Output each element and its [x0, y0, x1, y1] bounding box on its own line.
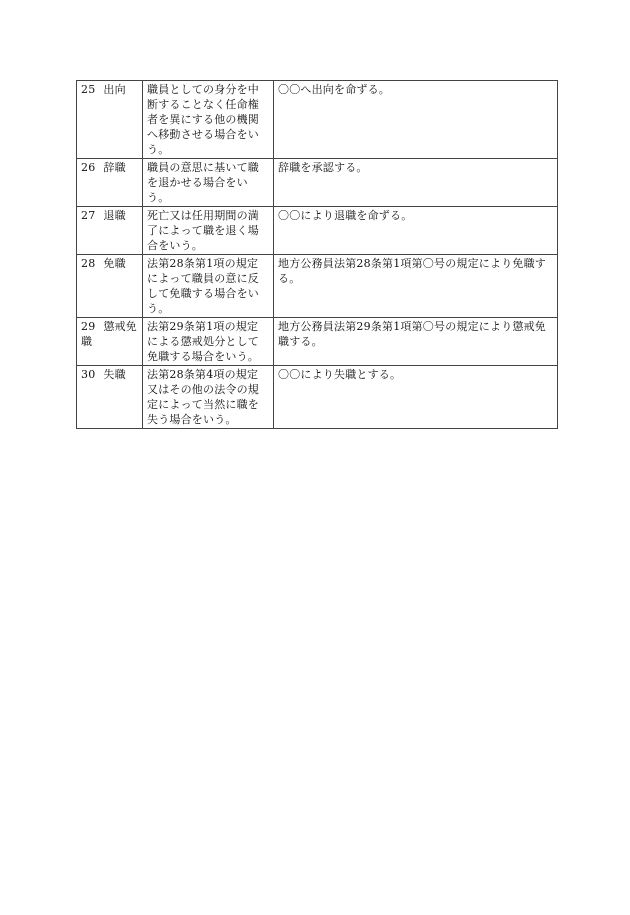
item-name: 退職 — [103, 209, 126, 222]
notice-cell — [274, 318, 558, 366]
notice-text: 〇〇により退職を命ずる。 — [278, 209, 413, 222]
notice-cell — [274, 81, 558, 159]
item-number: 30 — [81, 368, 96, 381]
item-name: 免職 — [103, 257, 126, 270]
item-number: 27 — [81, 209, 96, 222]
definition-text: 職員の意思に基いて職を退かせる場合をいう。 — [147, 161, 259, 204]
table-row — [77, 366, 558, 429]
personnel-action-table — [76, 80, 558, 429]
notice-cell — [274, 207, 558, 255]
item-cell — [77, 255, 143, 318]
definition-cell — [143, 366, 274, 429]
definition-cell — [143, 255, 274, 318]
definition-text: 法第28条第1項の規定によって職員の意に反して免職する場合をいう。 — [147, 257, 259, 315]
definition-text: 死亡又は任用期間の満了によって職を退く場合をいう。 — [147, 209, 259, 252]
notice-text: 〇〇により失職とする。 — [278, 368, 402, 381]
definition-text: 法第29条第1項の規定による懲戒処分として免職する場合をいう。 — [147, 320, 259, 363]
definition-text: 法第28条第4項の規定又はその他の法令の規定によって当然に職を失う場合をいう。 — [147, 368, 259, 426]
table-row — [77, 318, 558, 366]
notice-cell — [274, 366, 558, 429]
notice-cell — [274, 159, 558, 207]
table-row — [77, 255, 558, 318]
notice-text: 地方公務員法第28条第1項第〇号の規定により免職する。 — [278, 257, 546, 285]
notice-cell — [274, 255, 558, 318]
item-cell — [77, 366, 143, 429]
item-number: 26 — [81, 161, 96, 174]
definition-cell — [143, 207, 274, 255]
item-cell — [77, 159, 143, 207]
definition-cell — [143, 318, 274, 366]
notice-text: 地方公務員法第29条第1項第〇号の規定により懲戒免職する。 — [278, 320, 546, 348]
item-number: 25 — [81, 83, 96, 96]
notice-text: 辞職を承認する。 — [278, 161, 368, 174]
table-row — [77, 81, 558, 159]
item-name: 辞職 — [103, 161, 126, 174]
notice-text: 〇〇へ出向を命ずる。 — [278, 83, 390, 96]
item-name: 懲戒免職 — [81, 320, 138, 348]
item-cell — [77, 207, 143, 255]
item-number: 28 — [81, 257, 96, 270]
table-row — [77, 159, 558, 207]
table-row — [77, 207, 558, 255]
definition-text: 職員としての身分を中断することなく任命権者を異にする他の機関へ移動させる場合をいう。 — [147, 83, 259, 156]
item-cell — [77, 81, 143, 159]
item-name: 失職 — [103, 368, 126, 381]
item-number: 29 — [81, 320, 96, 333]
item-cell — [77, 318, 143, 366]
item-name: 出向 — [103, 83, 126, 96]
definition-cell — [143, 159, 274, 207]
definition-cell — [143, 81, 274, 159]
